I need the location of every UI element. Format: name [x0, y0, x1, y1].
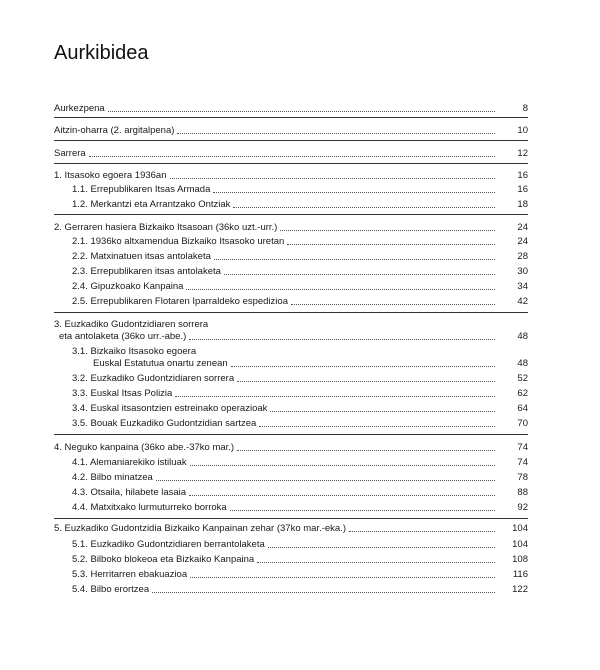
toc-subentry[interactable] [54, 235, 528, 248]
divider [54, 312, 528, 313]
toc-entry-page: 64 [517, 403, 528, 414]
toc-entry-label: 3.3. Euskal Itsas Polizia [72, 388, 173, 399]
page-title: Aurkibidea [54, 42, 149, 64]
divider [54, 434, 528, 435]
toc-entry-page: 104 [512, 523, 528, 534]
leader-dots [280, 229, 495, 231]
toc-entry[interactable] [54, 102, 528, 115]
leader-dots [190, 576, 495, 578]
toc-subentry[interactable] [54, 417, 528, 430]
toc-entry-page: 74 [517, 457, 528, 468]
toc-entry-label: 2.2. Matxinatuen itsas antolaketa [72, 251, 211, 262]
toc-entry-page: 104 [512, 539, 528, 550]
leader-dots [186, 288, 495, 290]
toc-entry-label: Aitzin-oharra (2. argitalpena) [54, 125, 175, 136]
toc-subentry[interactable] [54, 250, 528, 263]
leader-dots [233, 206, 495, 208]
leader-dots [213, 191, 495, 193]
leader-dots [270, 410, 495, 412]
toc-chapter-1[interactable] [54, 169, 528, 182]
toc-subentry[interactable] [54, 568, 528, 581]
leader-dots [214, 258, 495, 260]
toc-entry-page: 8 [522, 103, 528, 114]
leader-dots [231, 365, 495, 367]
divider [54, 117, 528, 118]
toc-entry-label: 1. Itsasoko egoera 1936an [54, 170, 167, 181]
toc-entry-page: 16 [517, 184, 528, 195]
toc-entry-label: 4.4. Matxitxako lurmuturreko borroka [72, 502, 227, 513]
toc-entry-label: 5.1. Euzkadiko Gudontzidiaren berrantolaketa [72, 539, 265, 550]
toc-entry-label: 5.2. Bilboko blokeoa eta Bizkaiko Kanpaina [72, 554, 255, 565]
toc-subentry[interactable] [54, 538, 528, 551]
toc-entry-page: 12 [517, 148, 528, 159]
toc-entry-label: Sarrera [54, 148, 86, 159]
toc-subentry[interactable] [54, 471, 528, 484]
toc-entry-label: 2.1. 1936ko altxamendua Bizkaiko Itsasoko uretan [72, 236, 285, 247]
leader-dots [287, 243, 495, 245]
leader-dots [257, 561, 495, 563]
toc-entry-page: 24 [517, 236, 528, 247]
toc-entry-label: 3.4. Euskal itsasontzien estreinako operazioak [72, 403, 268, 414]
divider [54, 214, 528, 215]
leader-dots [224, 273, 495, 275]
toc-entry-label: Euskal Estatutua onartu zenean [93, 358, 228, 369]
toc-chapter-4[interactable] [54, 441, 528, 454]
toc-entry-page: 70 [517, 418, 528, 429]
toc-entry-label: 5.4. Bilbo erortzea [72, 584, 150, 595]
toc-subentry[interactable] [54, 387, 528, 400]
toc-entry-page: 88 [517, 487, 528, 498]
toc-entry-label: 3.5. Bouak Euzkadiko Gudontzidian sartzea [72, 418, 257, 429]
toc-entry-label: 5.3. Herritarren ebakuazioa [72, 569, 188, 580]
toc-entry-label: 1.2. Merkantzi eta Arrantzako Ontziak [72, 199, 231, 210]
leader-dots [189, 338, 495, 340]
toc-subentry[interactable] [54, 295, 528, 308]
toc-entry-page: 28 [517, 251, 528, 262]
toc-entry-label: 4. Neguko kanpaina (36ko abe.-37ko mar.) [54, 442, 235, 453]
leader-dots [230, 509, 495, 511]
toc-subentry[interactable] [54, 486, 528, 499]
toc-entry-label: 4.1. Alemaniarekiko istiluak [72, 457, 187, 468]
toc-entry-page: 74 [517, 442, 528, 453]
toc-entry-page: 52 [517, 373, 528, 384]
toc-entry-page: 62 [517, 388, 528, 399]
toc-entry-label: 1.1. Errepublikaren Itsas Armada [72, 184, 211, 195]
toc-entry-page: 30 [517, 266, 528, 277]
toc-entry-label: 2.5. Errepublikaren Flotaren Iparraldeko espedizioa [72, 296, 288, 307]
toc-subentry[interactable] [54, 265, 528, 278]
leader-dots [170, 177, 495, 179]
leader-dots [108, 110, 495, 112]
toc-subentry[interactable] [54, 280, 528, 293]
toc-entry-page: 48 [517, 331, 528, 342]
toc-subentry[interactable] [54, 456, 528, 469]
toc-subentry[interactable] [54, 372, 528, 385]
toc-entry-label-line1: 3.1. Bizkaiko Itsasoko egoera [72, 346, 197, 357]
toc-entry-page: 116 [512, 569, 528, 580]
toc-chapter-5[interactable] [54, 522, 528, 535]
toc-entry-page: 24 [517, 222, 528, 233]
toc-subentry[interactable] [54, 198, 528, 211]
toc-entry-page: 108 [512, 554, 528, 565]
leader-dots [237, 449, 495, 451]
leader-dots [291, 303, 495, 305]
divider [54, 140, 528, 141]
toc-entry-label: 2.4. Gipuzkoako Kanpaina [72, 281, 184, 292]
toc-entry-label: Aurkezpena [54, 103, 105, 114]
leader-dots [156, 479, 495, 481]
leader-dots [89, 155, 495, 157]
toc-entry-label: 3.2. Euzkadiko Gudontzidiaren sorrera [72, 373, 235, 384]
leader-dots [268, 546, 495, 548]
toc-subentry[interactable] [54, 183, 528, 196]
toc-entry-page: 18 [517, 199, 528, 210]
divider [54, 163, 528, 164]
leader-dots [175, 395, 495, 397]
toc-entry-label: 4.2. Bilbo minatzea [72, 472, 153, 483]
toc-chapter-3[interactable] [54, 330, 528, 343]
toc-entry-label: 2.3. Errepublikaren itsas antolaketa [72, 266, 221, 277]
leader-dots [259, 425, 495, 427]
toc-entry-label: eta antolaketa (36ko urr.-abe.) [59, 331, 187, 342]
leader-dots [152, 591, 495, 593]
toc-subentry[interactable] [54, 501, 528, 514]
toc-entry-page: 10 [517, 125, 528, 136]
toc-subentry[interactable] [54, 553, 528, 566]
toc-chapter-2[interactable] [54, 221, 528, 234]
toc-entry-label: 4.3. Otsaila, hilabete lasaia [72, 487, 187, 498]
leader-dots [189, 494, 495, 496]
leader-dots [190, 464, 495, 466]
toc-entry-page: 42 [517, 296, 528, 307]
toc-entry-label: 2. Gerraren hasiera Bizkaiko Itsasoan (36ko uzt.-urr.) [54, 222, 278, 233]
toc-subentry[interactable] [54, 402, 528, 415]
toc-entry-label-line1: 3. Euzkadiko Gudontzidiaren sorrera [54, 319, 209, 330]
toc-entry-page: 16 [517, 170, 528, 181]
toc-entry-page: 78 [517, 472, 528, 483]
toc-subentry[interactable] [54, 357, 528, 370]
leader-dots [237, 380, 495, 382]
toc-entry[interactable] [54, 124, 528, 137]
divider [54, 518, 528, 519]
toc-entry[interactable] [54, 147, 528, 160]
toc-subentry[interactable] [54, 583, 528, 596]
toc-entry-label: 5. Euzkadiko Gudontzidia Bizkaiko Kanpainan zehar (37ko mar.-eka.) [54, 523, 347, 534]
leader-dots [349, 530, 495, 532]
toc-entry-page: 122 [512, 584, 528, 595]
toc-entry-page: 34 [517, 281, 528, 292]
leader-dots [177, 132, 495, 134]
toc-entry-page: 48 [517, 358, 528, 369]
toc-entry-page: 92 [517, 502, 528, 513]
